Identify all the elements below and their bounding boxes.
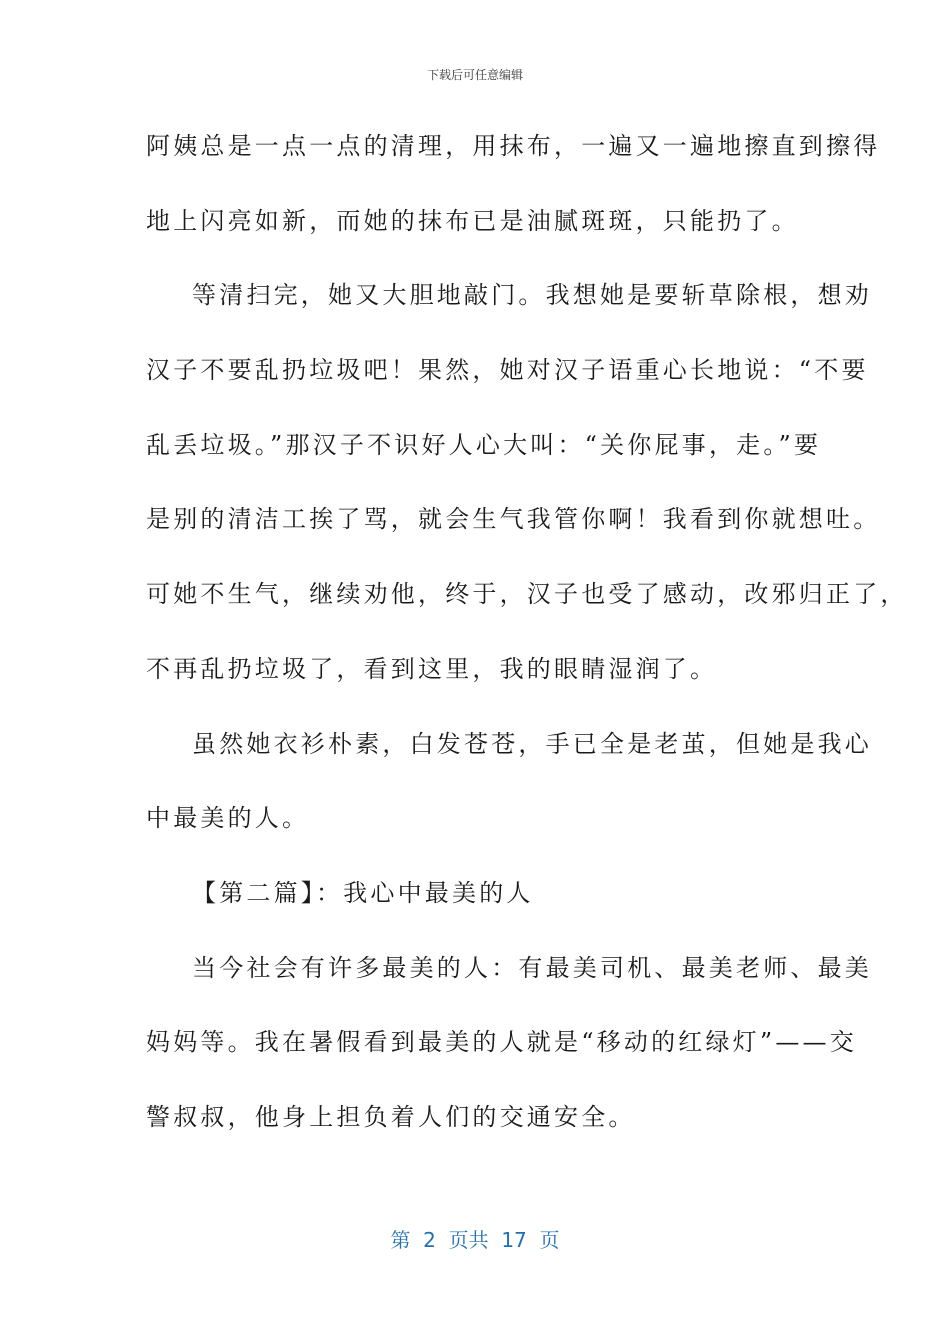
text-line: 阿姨总是一点一点的清理，用抹布，一遍又一遍地擦直到擦得	[146, 132, 881, 160]
text-line: 可她不生气，继续劝他，终于，汉子也受了感动，改邪归正了，	[146, 580, 908, 609]
text-line: 不再乱扔垃圾了，看到这里，我的眼睛湿润了。	[146, 654, 718, 683]
text-line: 妈妈等。我在暑假看到最美的人就是“移动的红绿灯”——交	[146, 1028, 857, 1057]
section-heading: 【第二篇】：我心中最美的人	[192, 878, 534, 907]
text-line: 等清扫完，她又大胆地敲门。我想她是要斩草除根，想劝	[192, 281, 872, 310]
text-line: 中最美的人。	[146, 804, 310, 833]
header-note: 下载后可任意编辑	[426, 68, 523, 82]
text-line: 是别的清洁工挨了骂，就会生气我管你啊！我看到你就想吐。	[146, 505, 881, 534]
text-line: 乱丢垃圾。”那汉子不识好人心大叫：“关你屁事，走。”要	[146, 430, 822, 459]
text-line: 虽然她衣衫朴素，白发苍苍，手已全是老茧，但她是我心	[192, 729, 872, 758]
page-number-footer: 第 2 页共 17 页	[390, 1228, 560, 1252]
text-line: 当今社会有许多最美的人：有最美司机、最美老师、最美	[192, 953, 872, 982]
text-line: 地上闪亮如新，而她的抹布已是油腻斑斑，只能扔了。	[146, 206, 799, 235]
text-line: 汉子不要乱扔垃圾吧！果然，她对汉子语重心长地说：“不要	[146, 356, 869, 385]
text-line: 警叔叔，他身上担负着人们的交通安全。	[146, 1102, 636, 1131]
document-body	[146, 126, 908, 1172]
